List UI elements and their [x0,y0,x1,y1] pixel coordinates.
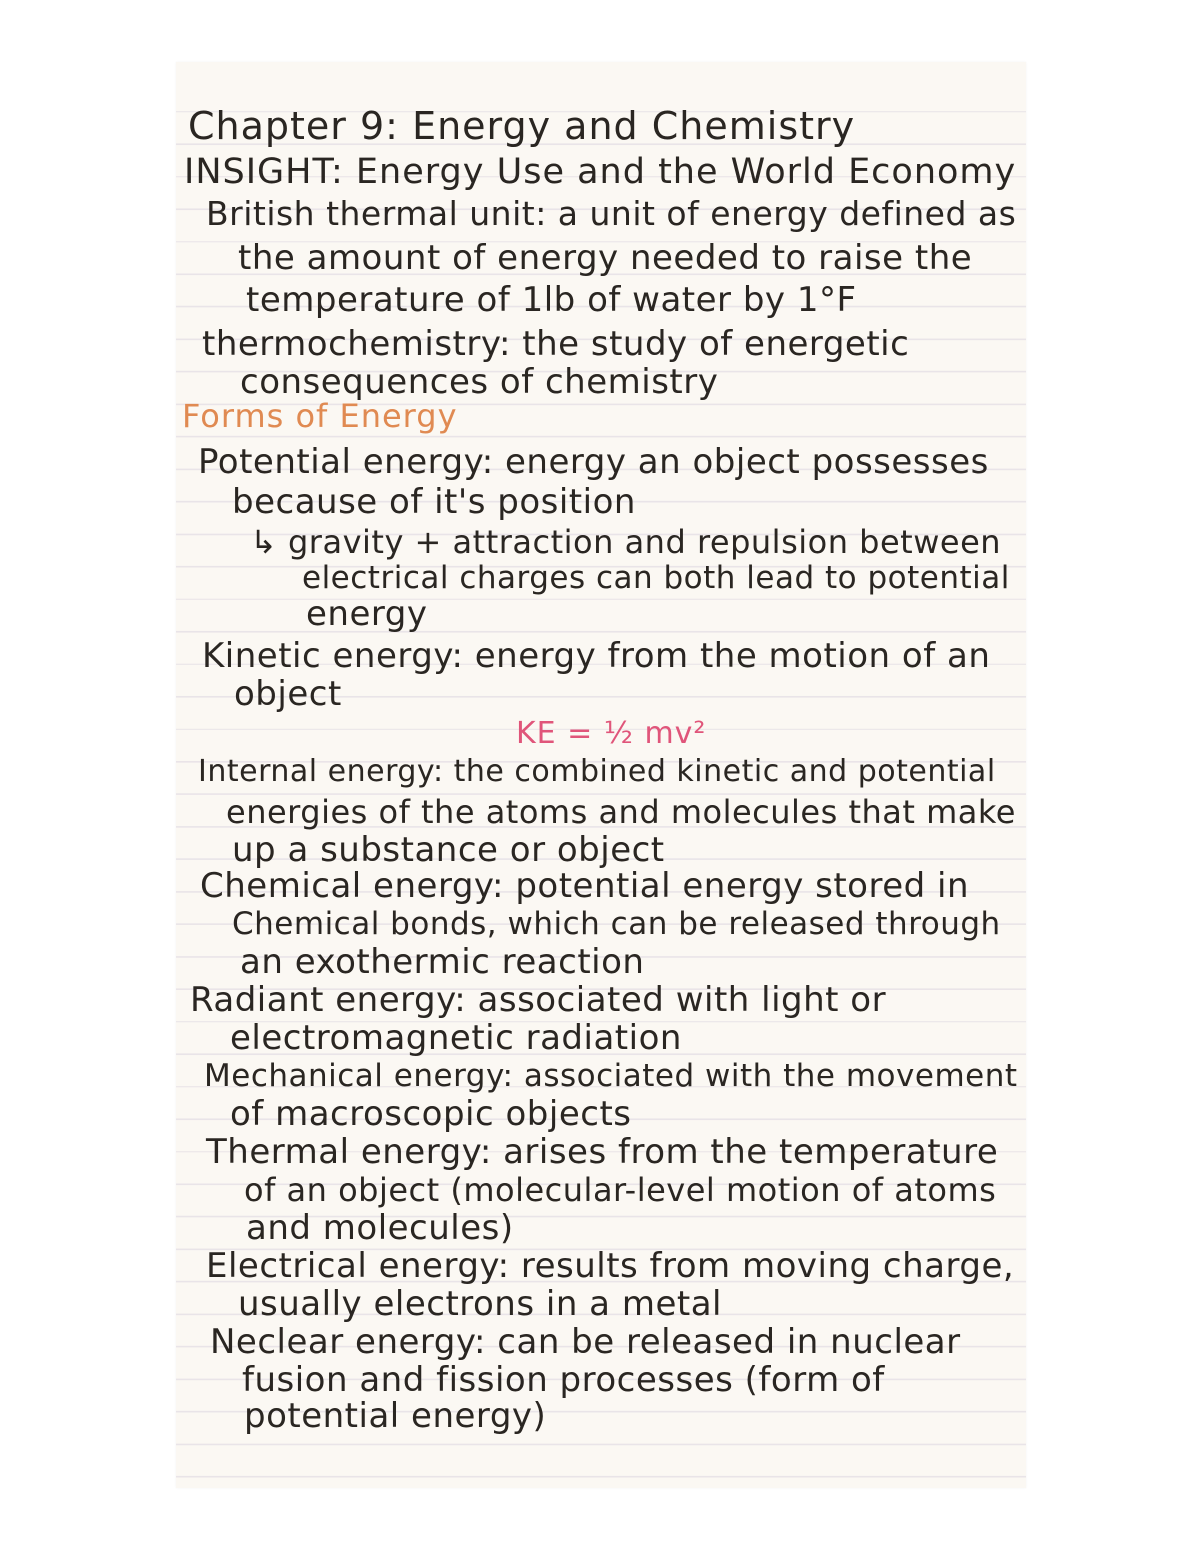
thermochemistry-line-1: thermochemistry: the study of energetic [202,324,910,364]
potential-energy-line-3: ↳ gravity + attraction and repulsion between [250,523,1002,561]
chemical-energy-line-1: Chemical energy: potential energy stored in [200,866,970,906]
kinetic-energy-formula: KE = ½ mv² [516,716,707,751]
chemical-energy-line-3: an exothermic reaction [240,942,645,982]
btu-definition-line-3: temperature of 1lb of water by 1°F [246,280,857,320]
kinetic-energy-line-1: Kinetic energy: energy from the motion of an [202,636,991,676]
thermal-energy-line-2: of an object (molecular-level motion of atoms [244,1171,997,1209]
radiant-energy-line-2: electromagnetic radiation [230,1018,682,1058]
btu-definition-line-1: British thermal unit: a unit of energy defined as [206,194,1017,233]
potential-energy-line-1: Potential energy: energy an object possesses [198,442,989,482]
thermal-energy-line-1: Thermal energy: arises from the temperature [206,1132,999,1172]
thermal-energy-line-3: and molecules) [246,1208,514,1248]
electrical-energy-line-1: Electrical energy: results from moving charge, [206,1246,1015,1286]
thermochemistry-line-2: consequences of chemistry [240,362,719,402]
nuclear-energy-line-1: Neclear energy: can be released in nuclear [210,1322,961,1362]
notebook-page [176,62,1026,1488]
potential-energy-line-2: because of it's position [232,482,636,522]
electrical-energy-line-2: usually electrons in a metal [238,1284,722,1324]
nuclear-energy-line-2: fusion and fission processes (form of [242,1360,885,1400]
internal-energy-line-2: energies of the atoms and molecules that make [226,793,1016,831]
potential-energy-line-4: electrical charges can both lead to potential [302,560,1010,596]
insight-heading: INSIGHT: Energy Use and the World Economy [184,152,1017,192]
potential-energy-line-5: energy [306,594,428,634]
nuclear-energy-line-3: potential energy) [244,1396,547,1436]
internal-energy-line-1: Internal energy: the combined kinetic and potential [198,754,996,789]
chapter-title: Chapter 9: Energy and Chemistry [188,104,856,148]
mechanical-energy-line-2: of macroscopic objects [230,1094,632,1134]
kinetic-energy-line-2: object [234,674,342,714]
btu-definition-line-2: the amount of energy needed to raise the [238,238,973,278]
radiant-energy-line-1: Radiant energy: associated with light or [190,980,887,1020]
mechanical-energy-line-1: Mechanical energy: associated with the movement [204,1058,1018,1094]
forms-of-energy-heading: Forms of Energy [182,397,458,435]
internal-energy-line-3: up a substance or object [232,830,665,870]
chemical-energy-line-2: Chemical bonds, which can be released through [232,906,1001,942]
